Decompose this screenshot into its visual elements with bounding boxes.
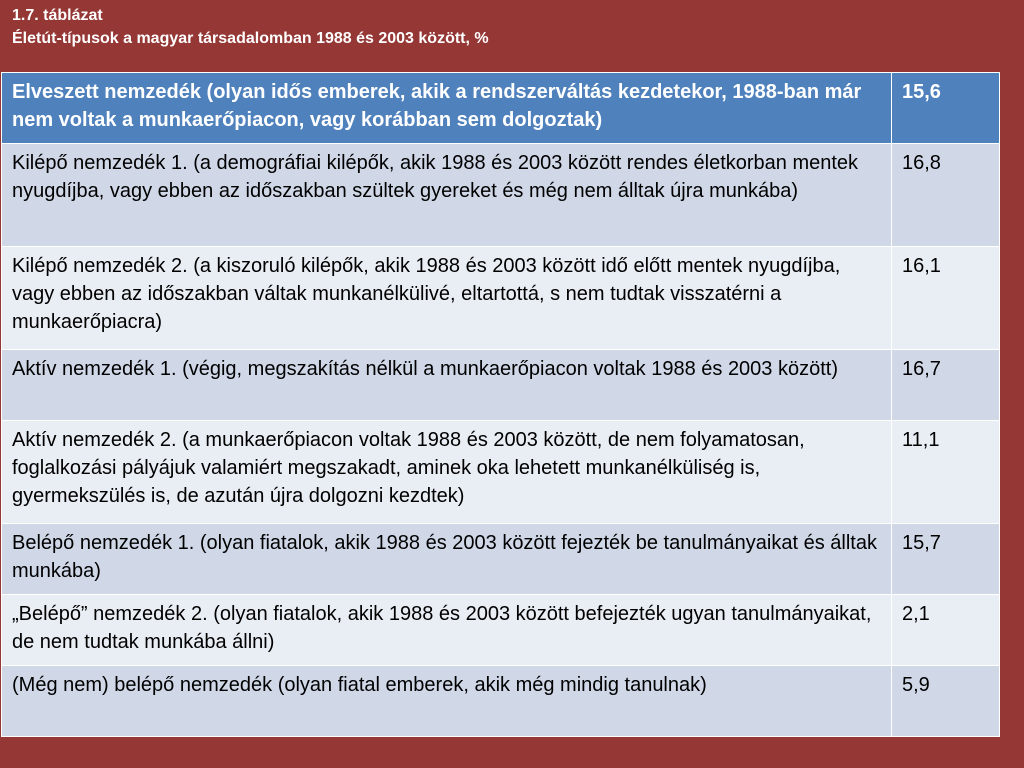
table-row-active-2 — [2, 421, 1000, 524]
table-row-entering-2 — [2, 595, 1000, 666]
table-row-not-yet-entering — [2, 666, 1000, 737]
row-label: (Még nem) belépő nemzedék (olyan fiatal emberek, akik még mindig tanulnak) — [2, 666, 892, 737]
slide-title — [12, 4, 1012, 50]
life-path-table — [1, 72, 1000, 737]
table-row-entering-1 — [2, 524, 1000, 595]
table-row-exiting-2 — [2, 247, 1000, 350]
row-label: Belépő nemzedék 1. (olyan fiatalok, akik 1988 és 2003 között fejezték be tanulmányaikat és álltak munkába) — [2, 524, 892, 595]
row-value: 11,1 — [892, 421, 1000, 524]
table-number: 1.7. táblázat — [12, 7, 103, 24]
row-value: 16,7 — [892, 350, 1000, 421]
table-row-exiting-1 — [2, 144, 1000, 247]
row-label: Kilépő nemzedék 2. (a kiszoruló kilépők, akik 1988 és 2003 között idő előtt mentek nyugdíjba, vagy ebben az időszakban váltak munkanélkülivé, eltartottá, s nem tudtak visszatérni a munkaerőpiacra) — [2, 247, 892, 350]
row-label: Kilépő nemzedék 1. (a demográfiai kilépők, akik 1988 és 2003 között rendes életkorban mentek nyugdíjba, vagy ebben az időszakban szültek gyereket és még nem álltak újra munkába) — [2, 144, 892, 247]
row-value: 15,7 — [892, 524, 1000, 595]
row-value: 16,8 — [892, 144, 1000, 247]
row-label: Aktív nemzedék 1. (végig, megszakítás nélkül a munkaerőpiacon voltak 1988 és 2003 között) — [2, 350, 892, 421]
row-label: „Belépő” nemzedék 2. (olyan fiatalok, akik 1988 és 2003 között befejezték ugyan tanulmányaikat, de nem tudtak munkába állni) — [2, 595, 892, 666]
table-row-lost-generation — [2, 73, 1000, 144]
row-value: 15,6 — [892, 73, 1000, 144]
row-label: Elveszett nemzedék (olyan idős emberek, akik a rendszerváltás kezdetekor, 1988-ban már nem voltak a munkaerőpiacon, vagy korábban sem dolgoztak) — [2, 73, 892, 144]
row-value: 2,1 — [892, 595, 1000, 666]
row-value: 16,1 — [892, 247, 1000, 350]
row-value: 5,9 — [892, 666, 1000, 737]
row-label: Aktív nemzedék 2. (a munkaerőpiacon voltak 1988 és 2003 között, de nem folyamatosan, foglalkozási pályájuk valamiért megszakadt, aminek oka lehetett munkanélküliség is, gyermekszülés is, de azután újra dolgozni kezdtek) — [2, 421, 892, 524]
table-caption: Életút-típusok a magyar társadalomban 1988 és 2003 között, % — [12, 30, 489, 47]
table-row-active-1 — [2, 350, 1000, 421]
